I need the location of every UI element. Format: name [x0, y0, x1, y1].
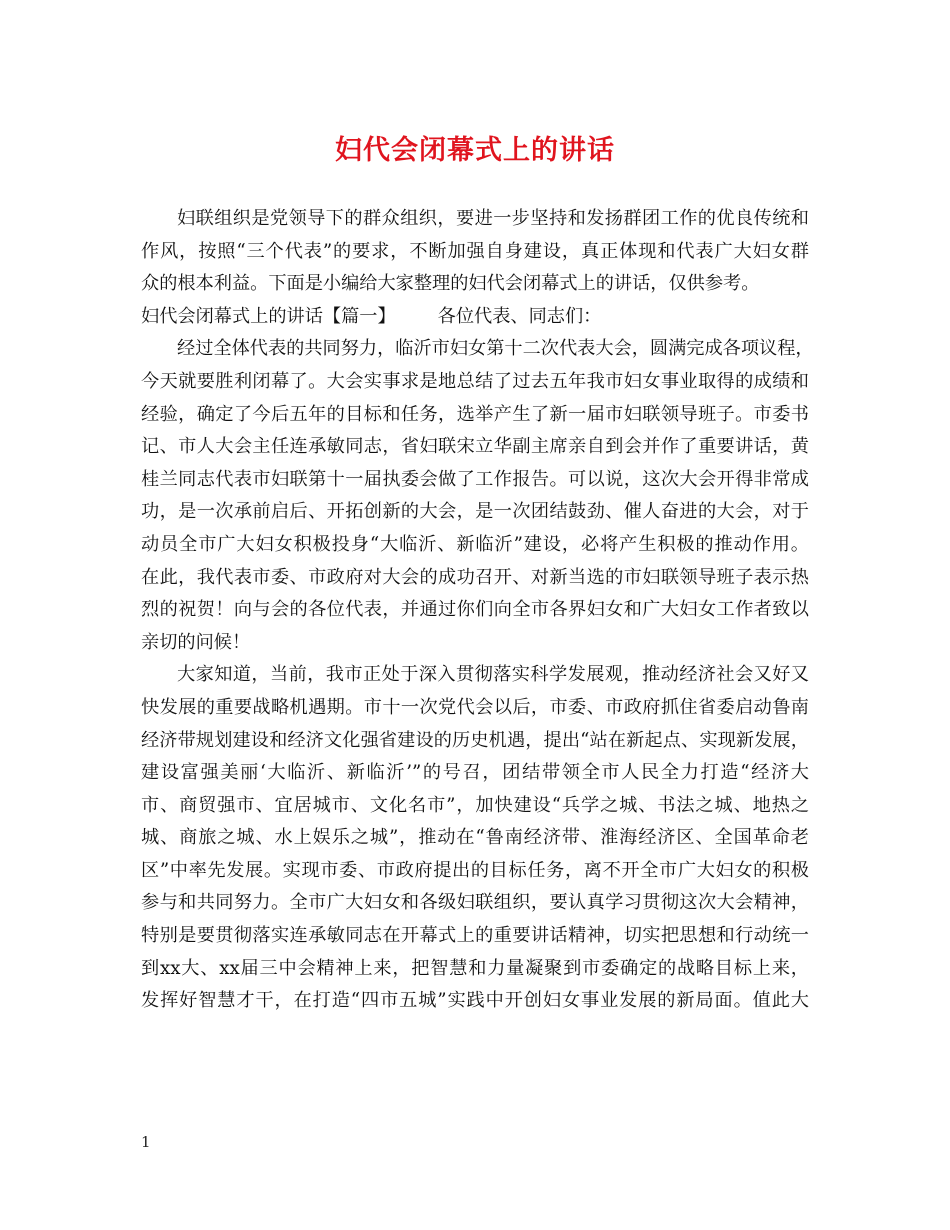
- text-line: 经验，确定了今后五年的目标和任务，选举产生了新一届市妇联领导班子。市委书: [141, 403, 809, 425]
- text-line: 建设富强美丽‘大临沂、新临沂’”的号召，团结带领全市人民全力打造“经济大: [141, 762, 809, 784]
- text-line: 动员全市广大妇女积极投身“大临沂、新临沂”建设，必将产生积极的推动作用。: [141, 533, 809, 555]
- page-number: 1: [141, 1133, 151, 1151]
- text-line: 众的根本利益。下面是小编给大家整理的妇代会闭幕式上的讲话，仅供参考。: [141, 273, 760, 295]
- text-line: 参与和共同努力。全市广大妇女和各级妇联组织，要认真学习贯彻这次大会精神，: [141, 892, 809, 914]
- text-line: 经过全体代表的共同努力，临沂市妇女第十二次代表大会，圆满完成各项议程，: [177, 338, 814, 360]
- text-line: 区”中率先发展。实现市委、市政府提出的目标任务，离不开全市广大妇女的积极: [141, 859, 809, 881]
- document-body: [141, 203, 814, 1018]
- section-heading-line: [141, 301, 809, 334]
- text-line: 市、商贸强市、宜居城市、文化名市”，加快建设“兵学之城、书法之城、地热之: [141, 794, 809, 816]
- text-line: 经济带规划建设和经济文化强省建设的历史机遇，提出“站在新起点、实现新发展，: [141, 729, 809, 751]
- text-line: 桂兰同志代表市妇联第十一届执委会做了工作报告。可以说，这次大会开得非常成: [141, 468, 809, 490]
- text-line: 记、市人大会主任连承敏同志，省妇联宋立华副主席亲自到会并作了重要讲话，黄: [141, 436, 809, 458]
- text-line: 妇联组织是党领导下的群众组织，要进一步坚持和发扬群团工作的优良传统和: [177, 208, 809, 229]
- text-line: 今天就要胜利闭幕了。大会实事求是地总结了过去五年我市妇女事业取得的成绩和: [141, 370, 809, 392]
- text-line: 功，是一次承前启后、开拓创新的大会，是一次团结鼓劲、催人奋进的大会，对于: [141, 501, 809, 523]
- text-line: 发挥好智慧才干，在打造“四市五城”实践中开创妇女事业发展的新局面。值此大: [141, 990, 809, 1012]
- section-heading: 妇代会闭幕式上的讲话【篇一】: [141, 305, 396, 327]
- page-title: 妇代会闭幕式上的讲话: [335, 135, 615, 166]
- text-line: 城、商旅之城、水上娱乐之城”，推动在“鲁南经济带、淮海经济区、全国革命老: [141, 827, 809, 849]
- text-line: 大家知道，当前，我市正处于深入贯彻落实科学发展观，推动经济社会又好又: [177, 664, 809, 686]
- text-line: 亲切的问候！: [141, 631, 251, 653]
- salutation: 各位代表、同志们：: [437, 305, 602, 327]
- paragraph-2: [141, 659, 809, 1018]
- text-line: 到xx大、xx届三中会精神上来，把智慧和力量凝聚到市委确定的战略目标上来，: [141, 957, 809, 979]
- intro-paragraph: [141, 203, 809, 301]
- paragraph-1: [141, 333, 814, 659]
- text-line: 快发展的重要战略机遇期。市十一次党代会以后，市委、市政府抓住省委启动鲁南: [141, 696, 809, 718]
- text-line: 作风，按照“三个代表”的要求，不断加强自身建设，真正体现和代表广大妇女群: [141, 240, 809, 262]
- text-line: 在此，我代表市委、市政府对大会的成功召开、对新当选的市妇联领导班子表示热: [141, 566, 809, 588]
- text-line: 特别是要贯彻落实连承敏同志在开幕式上的重要讲话精神，切实把思想和行动统一: [141, 925, 809, 947]
- text-line: 烈的祝贺！向与会的各位代表，并通过你们向全市各界妇女和广大妇女工作者致以: [141, 599, 809, 621]
